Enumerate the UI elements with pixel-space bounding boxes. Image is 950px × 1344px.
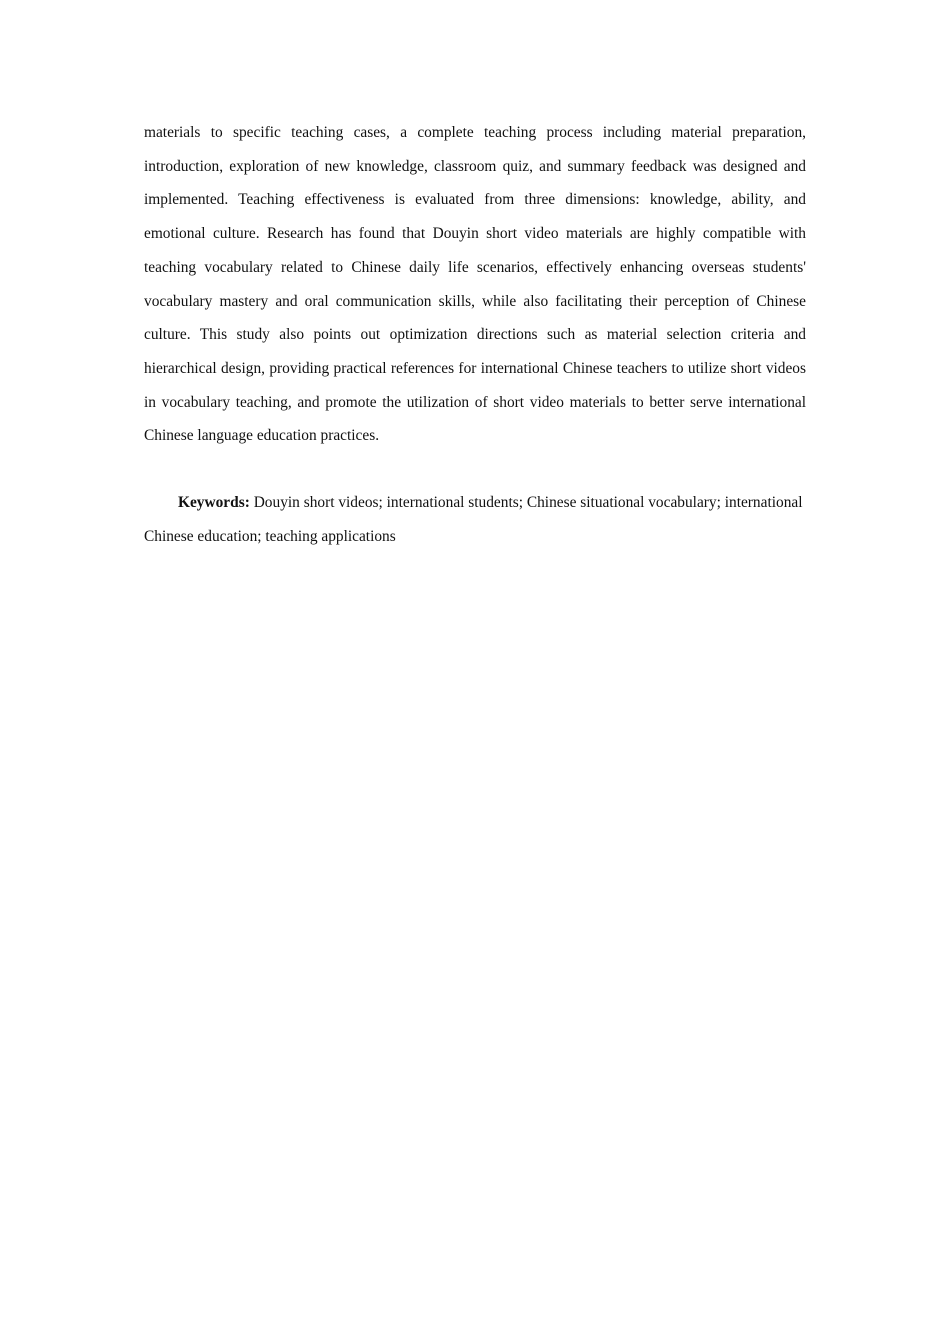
keywords-label: Keywords:	[178, 494, 250, 512]
keywords-text: Douyin short videos; international students; Chinese situational vocabulary; international Chinese education; teaching applications	[144, 494, 803, 545]
abstract-paragraph: materials to specific teaching cases, a complete teaching process including material preparation, introduction, exploration of new knowledge, classroom quiz, and summary feedback was designed and implemented. Teaching effectiveness is evaluated from three dimensions: knowledge, ability, and emotional culture. Research has found that Douyin short video materials are highly compatible with teaching vocabulary related to Chinese daily life scenarios, effectively enhancing overseas students' vocabulary mastery and oral communication skills, while also facilitating their perception of Chinese culture. This study also points out optimization directions such as material selection criteria and hierarchical design, providing practical references for international Chinese teachers to utilize short videos in vocabulary teaching, and promote the utilization of short video materials to better serve international Chinese language education practices.	[144, 124, 806, 445]
keywords-paragraph	[144, 486, 806, 553]
abstract-section	[144, 116, 806, 553]
